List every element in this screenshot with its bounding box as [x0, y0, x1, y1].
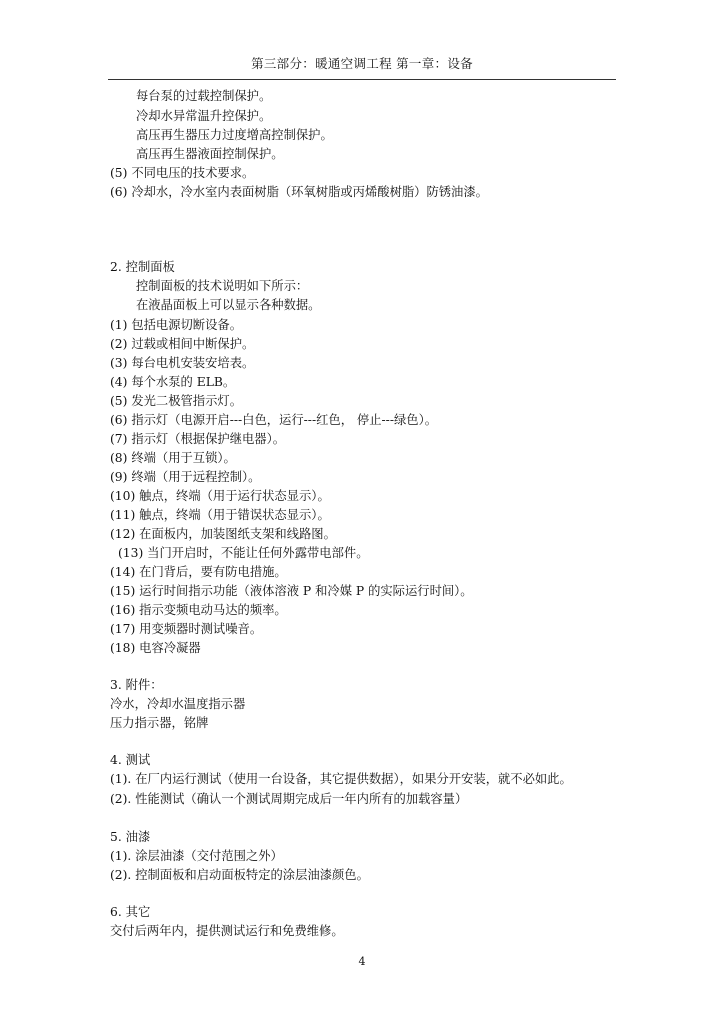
list-item: (1) 包括电源切断设备。: [110, 318, 242, 332]
list-item: (7) 指示灯（根据保护继电器）。: [110, 432, 286, 446]
section-heading: 3. 附件：: [110, 678, 163, 692]
list-item: (3) 每台电机安装安培表。: [110, 356, 255, 370]
list-item: (16) 指示变频电动马达的频率。: [110, 603, 287, 617]
list-item: (5) 不同电压的技术要求。: [110, 166, 255, 180]
list-item: 冷却水异常温升控保护。: [136, 109, 272, 123]
list-item: 高压再生器液面控制保护。: [136, 147, 284, 161]
header-rule: [108, 79, 616, 80]
list-item: (9) 终端（用于远程控制）。: [110, 470, 261, 484]
list-item: (15) 运行时间指示功能（液体溶液 P 和冷媒 P 的实际运行时间）。: [110, 584, 473, 598]
page-number: 4: [358, 955, 366, 968]
list-item: (18) 电容冷凝器: [110, 641, 201, 655]
list-item: (13) 当门开启时，不能让任何外露带电部件。: [118, 546, 369, 560]
list-item: (1). 涂层油漆（交付范围之外）: [110, 849, 283, 863]
list-item: 每台泵的过载控制保护。: [136, 89, 272, 103]
section-heading: 5. 油漆: [110, 830, 151, 844]
section-heading: 6. 其它: [110, 905, 151, 919]
list-item: (2). 控制面板和启动面板特定的涂层油漆颜色。: [110, 868, 369, 882]
list-item: (14) 在门背后，要有防电措施。: [110, 565, 287, 579]
section-heading: 4. 测试: [110, 753, 151, 767]
list-item: (17) 用变频器时测试噪音。: [110, 622, 263, 636]
list-item: (1). 在厂内运行测试（使用一台设备，其它提供数据），如果分开安装，就不必如此。: [110, 772, 572, 786]
list-item: (11) 触点，终端（用于错误状态显示）。: [110, 508, 330, 522]
page-header: 第三部分：暖通空调工程 第一章：设备: [251, 56, 473, 71]
list-item: (5) 发光二极管指示灯。: [110, 394, 242, 408]
list-item: (10) 触点，终端（用于运行状态显示）。: [110, 489, 330, 503]
paragraph: 压力指示器，铭牌: [110, 716, 209, 730]
list-item: (2). 性能测试（确认一个测试周期完成后一年内所有的加载容量）: [110, 792, 468, 806]
list-item: (8) 终端（用于互锁）。: [110, 451, 236, 465]
paragraph: 交付后两年内，提供测试运行和免费维修。: [110, 924, 344, 938]
paragraph: 在液晶面板上可以显示各种数据。: [136, 298, 321, 312]
list-item: (12) 在面板内，加装图纸支架和线路图。: [110, 527, 336, 541]
list-item: (2) 过载或相间中断保护。: [110, 337, 255, 351]
list-item: (6) 指示灯（电源开启---白色，运行---红色， 停止---绿色）。: [110, 413, 438, 427]
list-item: 高压再生器压力过度增高控制保护。: [136, 128, 333, 142]
list-item: (6) 冷却水，冷水室内表面树脂（环氧树脂或丙烯酸树脂）防锈油漆。: [110, 185, 488, 199]
list-item: (4) 每个水泵的 ELB。: [110, 375, 236, 389]
section-heading: 2. 控制面板: [110, 260, 175, 274]
paragraph: 冷水，冷却水温度指示器: [110, 697, 246, 711]
paragraph: 控制面板的技术说明如下所示：: [136, 279, 309, 293]
